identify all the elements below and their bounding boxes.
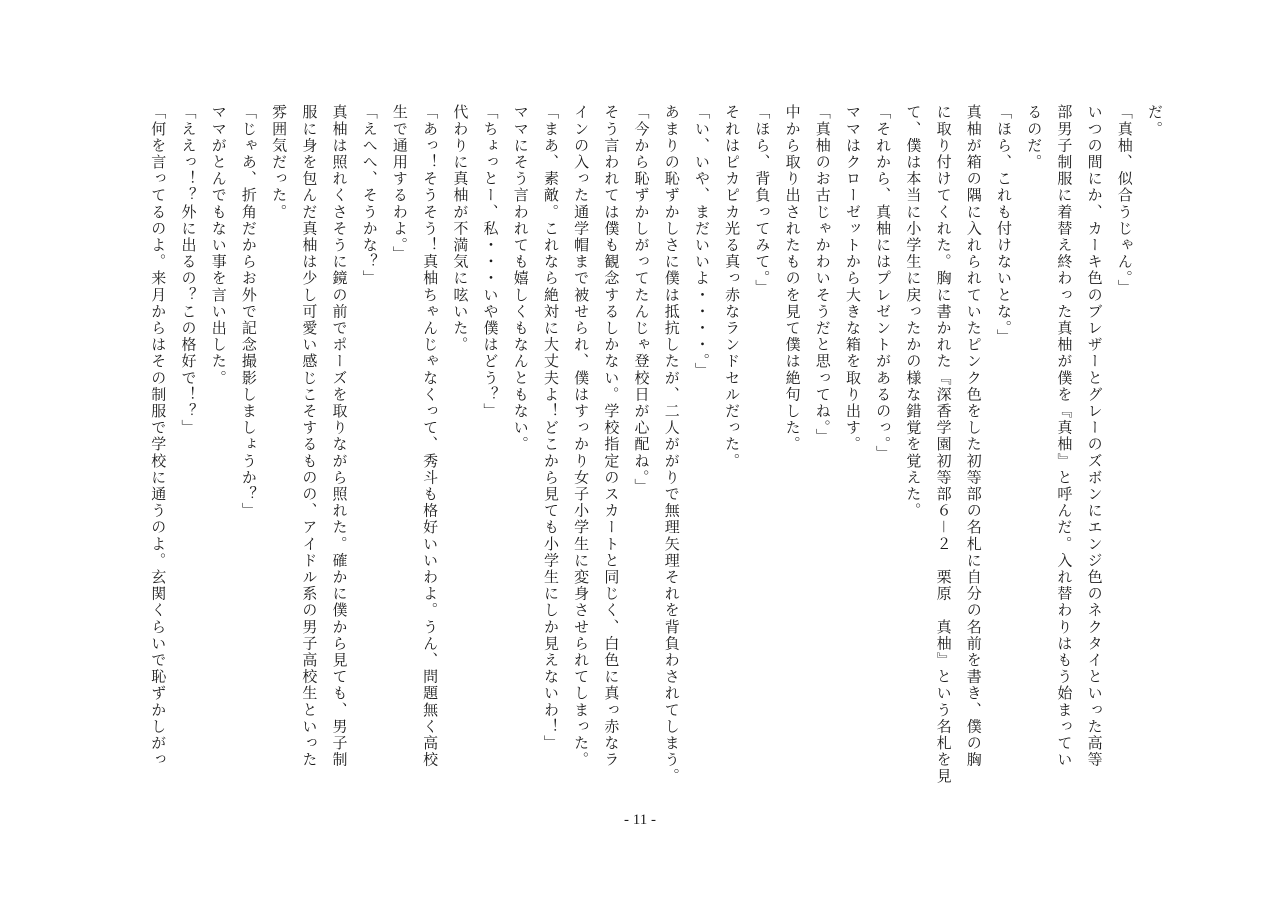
text-line: 「まあ、素敵。これなら絶対に大丈夫よ！どこから見ても小学生にしか見えないわ！」 [541, 104, 560, 752]
text-line: あまりの恥ずかしさに僕は抵抗したが、二人ががりで無理矢理それを背負わされてしまう。 [662, 104, 681, 785]
text-line: 代わりに真柚が不満気に呟いた。 [451, 104, 470, 353]
page-number: - 11 - [624, 812, 656, 828]
text-line: ママはクローゼットから大きな箱を取り出す。 [843, 104, 862, 453]
text-line: 生で通用するわよ。」 [390, 104, 409, 263]
text-line: 「何を言ってるのよ。来月からはその制服で学校に通うのよ。玄関くらいで恥ずかしがっ [149, 104, 168, 768]
text-line: それはピカピカ光る真っ赤なランドセルだった。 [723, 104, 742, 470]
text-line: に取り付けてくれた。胸に書かれた『深香学園初等部６－２ 栗原 真柚』という名札を見 [934, 104, 953, 785]
text-line: だ。 [1146, 104, 1164, 138]
text-line: て、僕は本当に小学生に戻ったかの様な錯覚を覚えた。 [904, 104, 923, 519]
text-line: 雰囲気だった。 [270, 104, 289, 221]
vertical-text-body [110, 104, 1170, 824]
text-line: 「真柚、似合うじゃん。」 [1115, 104, 1134, 296]
text-line: 「ちょっとー、私・・・いや僕はどう？」 [481, 104, 500, 420]
text-line: 「真柚のお古じゃかわいそうだと思ってね。」 [813, 104, 832, 446]
text-line: 「ほら、これも付けないとな。」 [994, 104, 1013, 346]
text-line: 「えへへ、そうかな？」 [360, 104, 379, 287]
text-line: 「ほら、背負ってみて。」 [753, 104, 772, 296]
text-line: ママがとんでもない事を言い出した。 [209, 104, 228, 387]
text-line: ママにそう言われても嬉しくもなんともない。 [511, 104, 530, 453]
text-line: 真柚は照れくさそうに鏡の前でポーズを取りながら照れた。確かに僕から見ても、男子制 [330, 104, 349, 768]
text-line: 中から取り出されたものを見て僕は絶句した。 [783, 104, 802, 453]
text-line: 真柚が箱の隅に入れられていたピンク色をした初等部の名札に自分の名前を書き、僕の胸 [964, 104, 983, 768]
text-line: インの入った通学帽まで被せられ、僕はすっかり女子小学生に変身させられてしまった。 [572, 104, 591, 768]
text-line: 「い、いや、まだいいよ・・・・。」 [692, 104, 711, 379]
text-line: 「あっ！そうそう！真柚ちゃんじゃなくって、秀斗も格好いいわよ。うん、問題無く高校 [421, 104, 440, 768]
text-line: そう言われては僕も観念するしかない。学校指定のスカートと同じく、白色に真っ赤なラ [602, 104, 621, 768]
text-line: 「ええっ！？外に出るの？この格好で！？」 [179, 104, 198, 436]
text-line: 「じゃあ、折角だからお外で記念撮影しましょうか？」 [239, 104, 258, 519]
text-line: 部男子制服に着替え終わった真柚が僕を『真柚』と呼んだ。入れ替わりはもう始まってい [1055, 104, 1074, 768]
text-line: 「今から恥ずかしがってたんじゃ登校日が心配ね。」 [632, 104, 651, 495]
text-line: るのだ。 [1025, 104, 1044, 171]
text-line: いつの間にか、カーキ色のブレザーとグレーのズボンにエンジ色のネクタイといった高等 [1085, 104, 1104, 768]
text-line: 「それから、真柚にはプレゼントがあるのっ。」 [874, 104, 893, 462]
text-line: 服に身を包んだ真柚は少し可愛い感じこそするものの、アイドル系の男子高校生といった [300, 104, 319, 768]
